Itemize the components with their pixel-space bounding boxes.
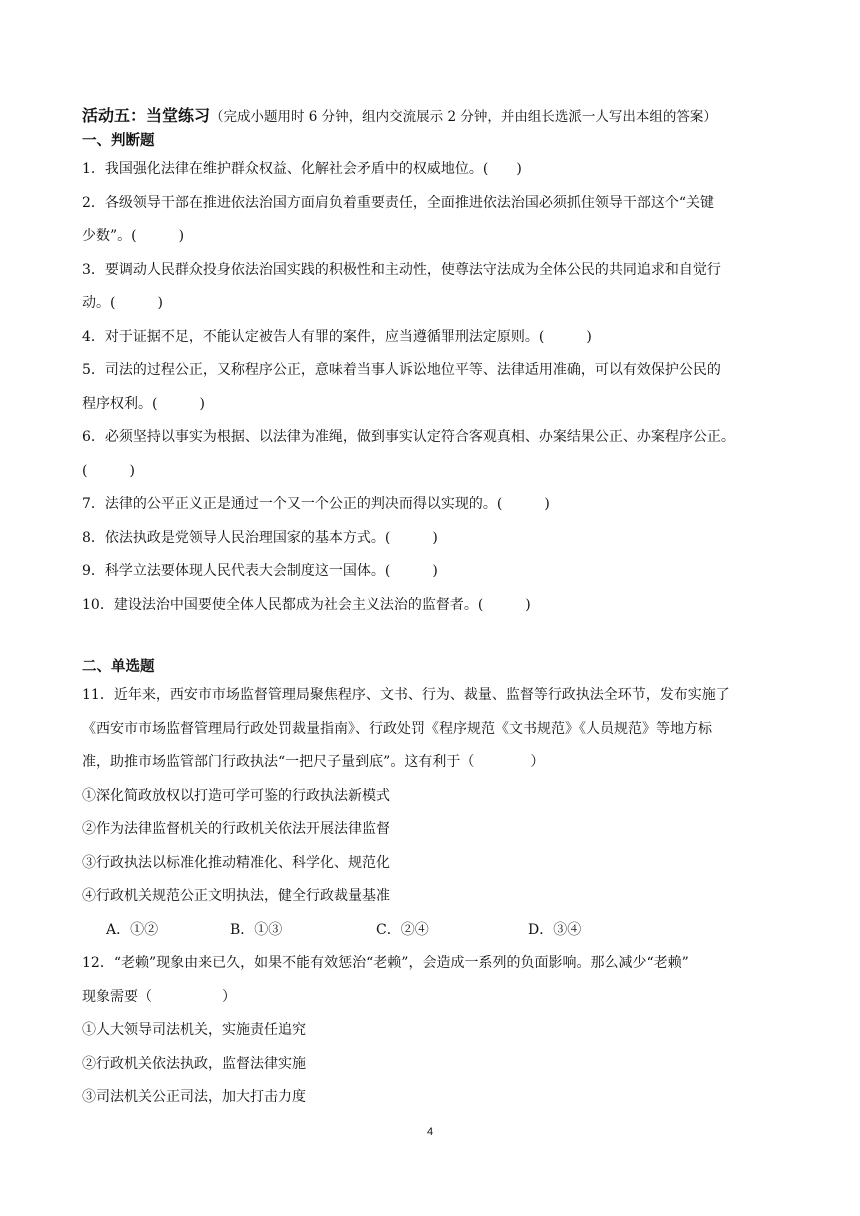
question-11-line-2: 《西安市市场监督管理局行政处罚裁量指南》、行政处罚《程序规范《文书规范》《人员规范》等地方标 [82,720,712,737]
choice-c: C．②④ [376,921,429,938]
choice-b: B．①③ [230,921,283,938]
section-title-judgment: 一、判断题 [82,133,155,149]
page-number: 4 [426,1126,434,1138]
question-11-statement-2: ②作为法律监督机关的行政机关依法开展法律监督 [82,821,390,837]
question-12-line-2: 现象需要（ ） [82,988,236,1005]
question-6-line-1: 6．必须坚持以事实为根据、以法律为准绳，做到事实认定符合客观真相、办案结果公正、办案程序公正。 [82,429,735,445]
activity-note: （完成小题用时 6 分钟，组内交流展示 2 分钟，并由组长选派一人写出本组的答案） [210,109,717,125]
single-choice-questions [82,679,782,1115]
activity-title: 活动五：当堂练习 [82,106,211,125]
question-11-line-3: 准，助推市场监管部门行政执法“一把尺子量到底”。这有利于（ ） [82,754,545,770]
question-3-line-1: 3．要调动人民群众投身依法治国实践的积极性和主动性，使尊法守法成为全体公民的共同追求和自觉行 [82,261,721,278]
judgment-questions [82,153,782,622]
question-8: 8．依法执政是党领导人民治理国家的基本方式。( ) [82,529,438,546]
question-6-line-2: ( ) [82,462,135,479]
section-title-single-choice: 二、单选题 [82,659,155,675]
question-11-statement-3: ③行政执法以标准化推动精准化、科学化、规范化 [82,854,390,871]
choice-d: D．③④ [528,921,582,938]
question-11-statement-1: ①深化简政放权以打造可学可鉴的行政执法新模式 [82,787,390,804]
question-4: 4．对于证据不足，不能认定被告人有罪的案件，应当遵循罪刑法定原则。( ) [82,328,592,345]
activity-heading [82,104,782,129]
question-12-statement-3: ③司法机关公正司法，加大打击力度 [82,1089,306,1105]
question-7: 7．法律的公平正义正是通过一个又一个公正的判决而得以实现的。( ) [82,496,550,512]
question-5-line-2: 程序权利。( ) [82,395,205,412]
question-2-line-2: 少数”。( ) [82,228,185,244]
question-5-line-1: 5．司法的过程公正，又称程序公正，意味着当事人诉讼地位平等、法律适用准确，可以有效保护公民的 [82,362,721,378]
question-12-statement-2: ②行政机关依法执政，监督法律实施 [82,1055,306,1072]
choice-a: A．①② [106,921,159,938]
question-11-line-1: 11．近年来，西安市市场监督管理局聚焦程序、文书、行为、裁量、监督等行政执法全环节，发布实施了 [82,687,730,703]
question-9: 9．科学立法要体现人民代表大会制度这一国体。( ) [82,563,438,579]
question-2-line-1: 2．各级领导干部在推进依法治国方面肩负着重要责任，全面推进依法治国必须抓住领导干部这个“关键 [82,194,715,211]
section-gap [82,622,782,655]
question-1: 1．我国强化法律在维护群众权益、化解社会矛盾中的权威地位。( ) [82,161,522,177]
question-12-statement-1: ①人大领导司法机关，实施责任追究 [82,1022,306,1038]
question-11-choices [82,914,782,948]
question-10: 10．建设法治中国要使全体人民都成为社会主义法治的监督者。( ) [82,596,531,613]
question-12-line-1: 12．“老赖”现象由来已久，如果不能有效惩治“老赖”，会造成一系列的负面影响。那么减少“老赖” [82,955,689,971]
document-page [82,104,782,1115]
question-11-statement-4: ④行政机关规范公正文明执法，健全行政裁量基准 [82,888,390,904]
question-3-line-2: 动。( ) [82,295,163,311]
